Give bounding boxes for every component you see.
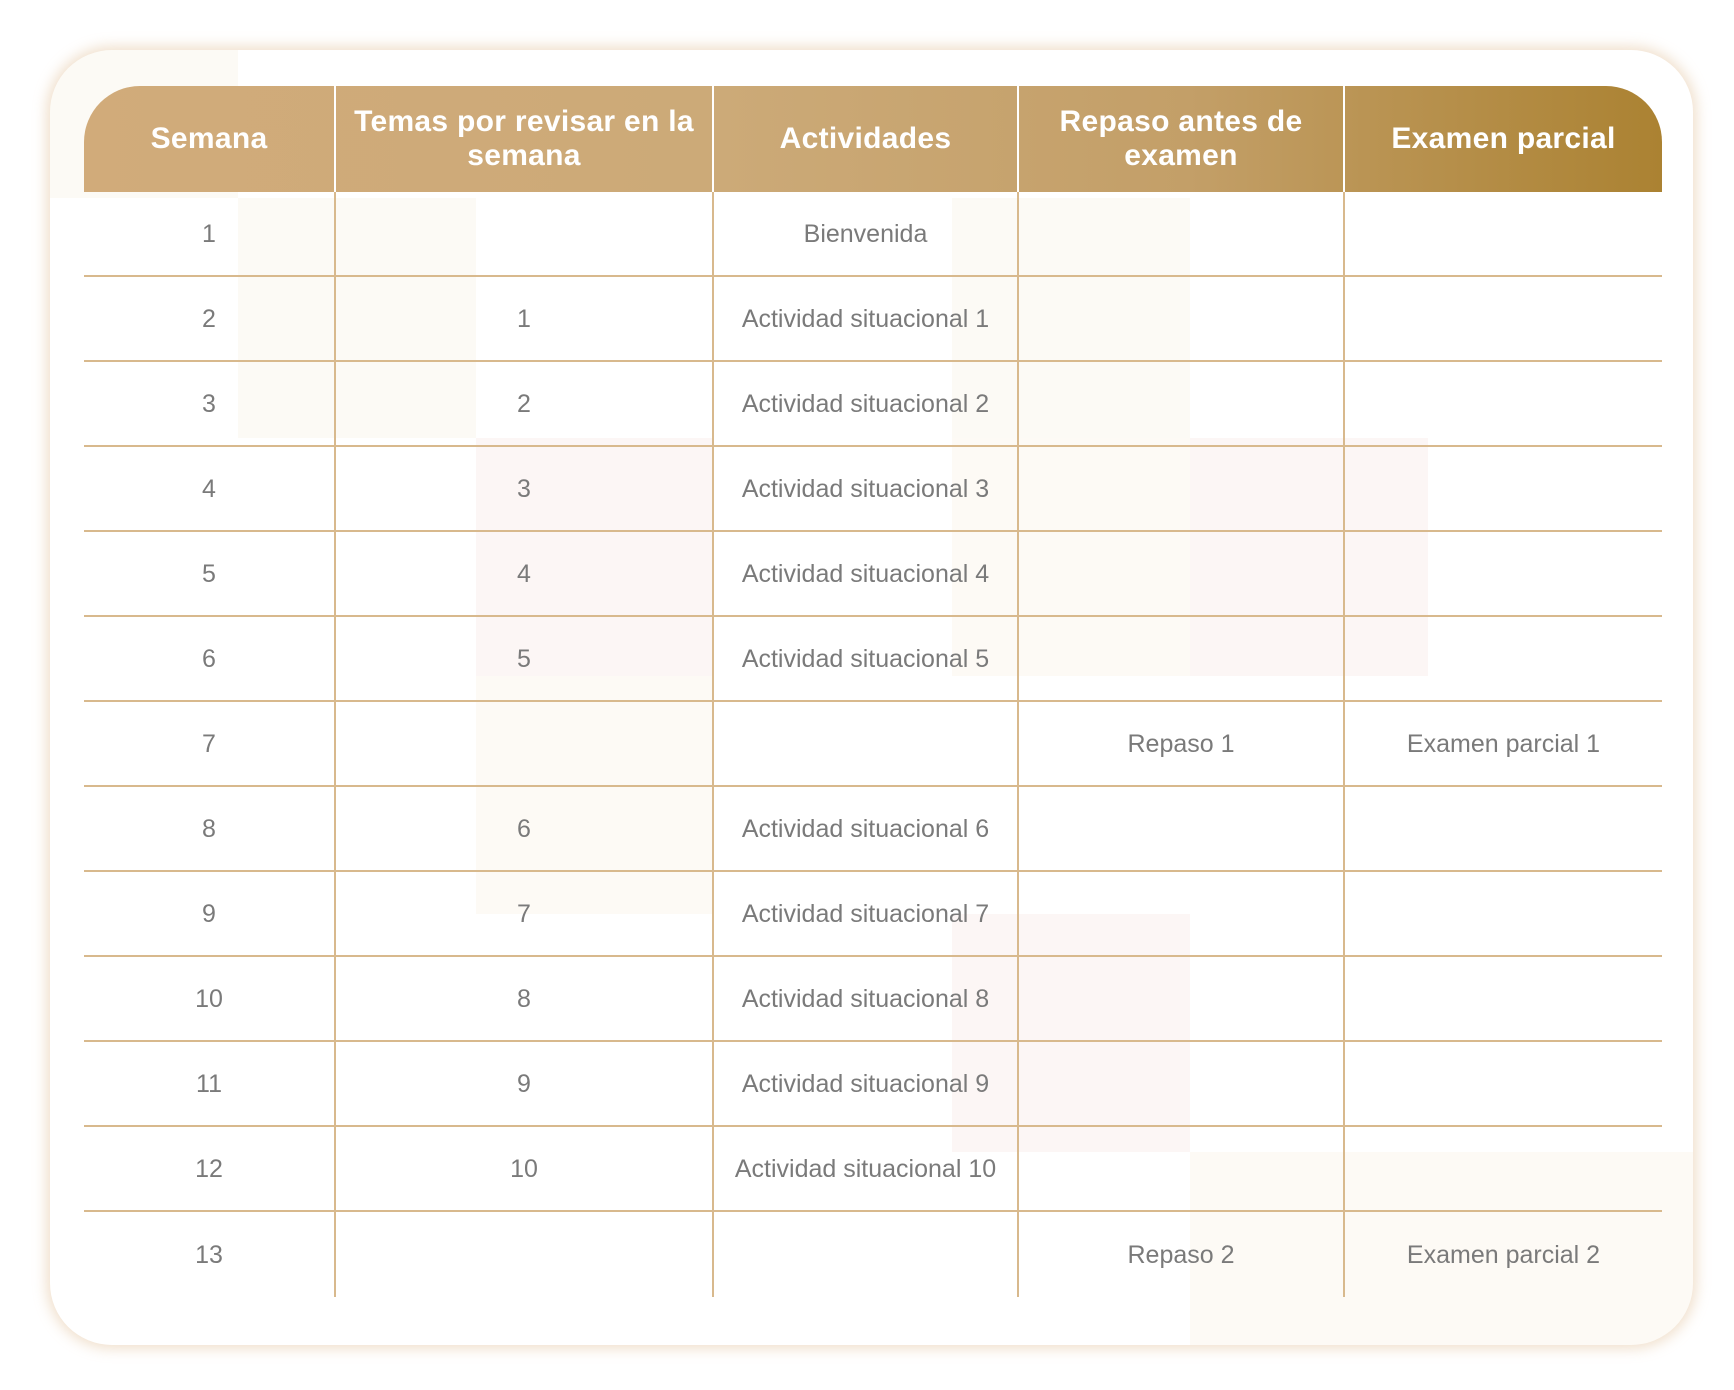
- cell-examen: [1345, 872, 1662, 955]
- cell-examen: [1345, 362, 1662, 445]
- cell-repaso: [1019, 192, 1345, 275]
- table-row: [84, 872, 1662, 957]
- cell-actividad: [714, 702, 1019, 785]
- cell-temas: 1: [336, 277, 714, 360]
- table-row: [84, 447, 1662, 532]
- cell-actividad: Actividad situacional 3: [714, 447, 1019, 530]
- cell-examen: Examen parcial 1: [1406, 729, 1601, 758]
- cell-repaso: [1019, 1042, 1345, 1125]
- cell-temas: 3: [336, 447, 714, 530]
- cell-repaso: Repaso 1: [1019, 702, 1345, 785]
- table-row: [84, 702, 1662, 787]
- cell-temas: 8: [336, 957, 714, 1040]
- header-actividades: Actividades: [714, 86, 1019, 192]
- cell-semana: 13: [84, 1212, 336, 1297]
- cell-actividad: Actividad situacional 9: [714, 1042, 1019, 1125]
- cell-semana: 9: [84, 872, 336, 955]
- cell-semana: 1: [84, 192, 336, 275]
- table-row: [84, 787, 1662, 872]
- table-row: [84, 277, 1662, 362]
- cell-examen: [1345, 192, 1662, 275]
- cell-temas: 9: [336, 1042, 714, 1125]
- cell-actividad: Actividad situacional 2: [714, 362, 1019, 445]
- cell-actividad: Actividad situacional 4: [714, 532, 1019, 615]
- cell-actividad: Actividad situacional 7: [714, 872, 1019, 955]
- cell-temas: [336, 192, 714, 275]
- cell-semana: 12: [84, 1127, 336, 1210]
- cell-examen: Examen parcial 2: [1406, 1240, 1601, 1269]
- cell-actividad: Actividad situacional 8: [714, 957, 1019, 1040]
- cell-actividad: Actividad situacional 6: [714, 787, 1019, 870]
- cell-temas: [336, 1212, 714, 1297]
- table-row: [84, 957, 1662, 1042]
- cell-repaso: [1019, 532, 1345, 615]
- cell-examen: [1345, 532, 1662, 615]
- cell-repaso: [1019, 872, 1345, 955]
- cell-semana: 2: [84, 277, 336, 360]
- cell-examen: [1345, 447, 1662, 530]
- cell-repaso: [1019, 1127, 1345, 1210]
- cell-temas: 6: [336, 787, 714, 870]
- cell-semana: 3: [84, 362, 336, 445]
- cell-examen: [1345, 277, 1662, 360]
- cell-repaso: [1019, 277, 1345, 360]
- cell-repaso: [1019, 362, 1345, 445]
- cell-actividad: Actividad situacional 1: [714, 277, 1019, 360]
- cell-examen: [1345, 957, 1662, 1040]
- cell-examen: [1345, 787, 1662, 870]
- header-temas: Temas por revisar en la semana: [336, 86, 714, 192]
- cell-temas: 7: [336, 872, 714, 955]
- table-body: [84, 192, 1662, 1297]
- cell-repaso: Repaso 2: [1019, 1212, 1345, 1297]
- table-row: [84, 532, 1662, 617]
- header-repaso: Repaso antes de examen: [1019, 86, 1345, 192]
- cell-repaso: [1019, 447, 1345, 530]
- schedule-table: [84, 86, 1662, 1297]
- header-examen: Examen parcial: [1391, 122, 1616, 155]
- cell-repaso: [1019, 617, 1345, 700]
- cell-actividad: Bienvenida: [714, 192, 1019, 275]
- table-row: [84, 617, 1662, 702]
- cell-semana: 5: [84, 532, 336, 615]
- table-row: [84, 1127, 1662, 1212]
- cell-temas: 4: [336, 532, 714, 615]
- table-row: [84, 192, 1662, 277]
- cell-semana: 6: [84, 617, 336, 700]
- cell-temas: [336, 702, 714, 785]
- cell-semana: 11: [84, 1042, 336, 1125]
- cell-semana: 8: [84, 787, 336, 870]
- cell-semana: 7: [84, 702, 336, 785]
- table-row: [84, 1042, 1662, 1127]
- cell-actividad: Actividad situacional 10: [714, 1127, 1019, 1210]
- cell-actividad: [714, 1212, 1019, 1297]
- table-row: [84, 362, 1662, 447]
- cell-examen: [1345, 617, 1662, 700]
- cell-repaso: [1019, 787, 1345, 870]
- table-header: [84, 86, 1662, 192]
- cell-semana: 10: [84, 957, 336, 1040]
- cell-semana: 4: [84, 447, 336, 530]
- cell-temas: 5: [336, 617, 714, 700]
- cell-examen: [1345, 1042, 1662, 1125]
- header-semana: Semana: [84, 86, 336, 192]
- cell-temas: 10: [336, 1127, 714, 1210]
- cell-examen: [1345, 1127, 1662, 1210]
- table-row: [84, 1212, 1662, 1297]
- cell-repaso: [1019, 957, 1345, 1040]
- cell-actividad: Actividad situacional 5: [714, 617, 1019, 700]
- cell-temas: 2: [336, 362, 714, 445]
